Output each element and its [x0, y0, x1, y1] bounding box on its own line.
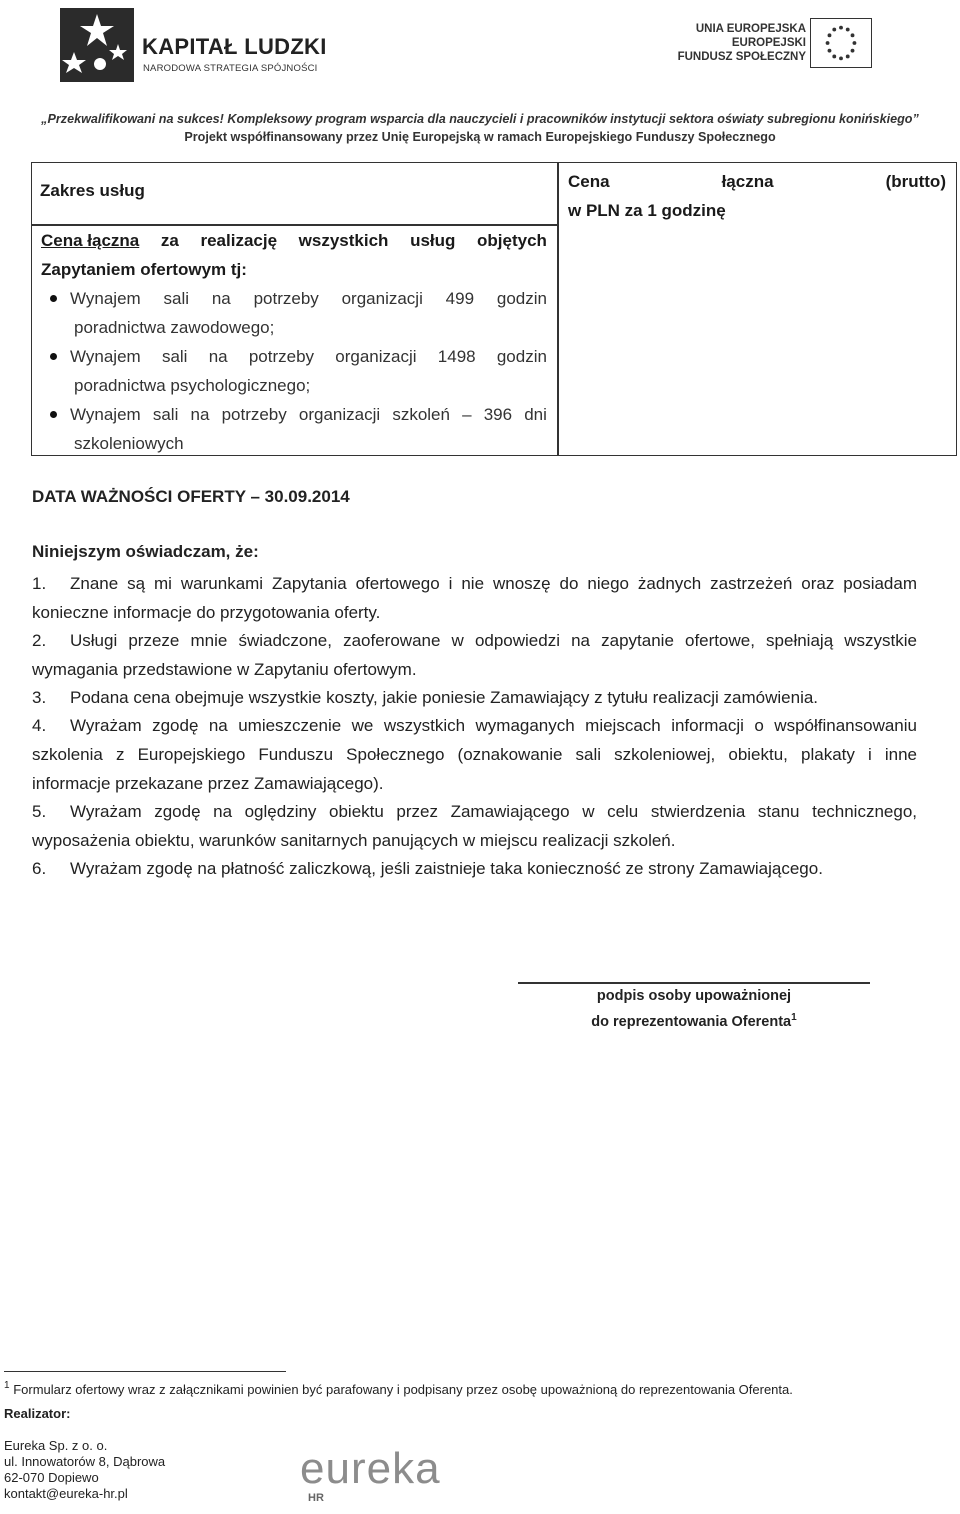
bullet-word: 499 [445, 289, 475, 308]
point-text: konieczne informacje do przygotowania oferty. [32, 603, 381, 622]
project-title: „Przekwalifikowani na sukces! Kompleksowy program wsparcia dla nauczycieli i pracowników instytucji sektora oświaty subregionu konińskiego” [41, 112, 919, 126]
kapital-ludzki-subtitle: NARODOWA STRATEGIA SPÓJNOŚCI [143, 63, 318, 74]
point-number: 1. [32, 574, 47, 593]
point-text: wymagania przedstawione w Zapytaniu ofertowym. [32, 660, 417, 679]
list-item [32, 569, 917, 627]
footnote-reference: 1 [791, 1012, 797, 1023]
bullet-word: godzin [496, 289, 547, 308]
bullet-word: 1498 [437, 347, 476, 366]
bullet-word: sali [163, 289, 190, 308]
list-item [50, 284, 547, 342]
kapital-ludzki-emblem-icon [60, 8, 134, 82]
table-header-scope: Zakres usług [40, 181, 145, 200]
bullet-word: sali [152, 405, 179, 424]
bullet-word: – [462, 405, 472, 424]
bullet-word: na [190, 405, 210, 424]
eureka-logo [300, 1444, 480, 1508]
bullet-word: na [211, 289, 231, 308]
point-number: 4. [32, 716, 47, 735]
total-price-word: realizację [200, 231, 278, 250]
bullet-word: organizacji [298, 405, 381, 424]
realizator-street: ul. Innowatorów 8, Dąbrowa [4, 1454, 166, 1469]
list-item [32, 626, 917, 684]
bullet-word: sali [161, 347, 188, 366]
point-text: Wyrażam zgodę na płatność zaliczkową, jeśli zaistnieje taka konieczność ze strony Zamawiającego. [70, 859, 823, 878]
price-header-word: łączna [721, 172, 774, 191]
price-header-word: (brutto) [885, 172, 946, 191]
total-price-word: za [160, 231, 179, 250]
point-text: informacje przekazane przez Zamawiającego). [32, 774, 384, 793]
point-text: Znane są mi warunkami Zapytania ofertowego i nie wnoszę do niego żadnych zastrzeżeń oraz posiadam [70, 574, 917, 593]
eu-logo-text [678, 22, 806, 64]
services-table [31, 162, 957, 456]
kapital-ludzki-title: KAPITAŁ LUDZKI [142, 34, 327, 59]
total-price-line2: Zapytaniem ofertowym tj: [41, 260, 247, 279]
eureka-logo-hr: HR [308, 1492, 324, 1504]
point-number: 5. [32, 802, 47, 821]
point-text: Wyrażam zgodę na umieszczenie we wszystkich wymaganych miejscach informacji o współfinansowaniu [70, 716, 917, 735]
point-number: 2. [32, 631, 47, 650]
bullet-word: szkoleń [392, 405, 450, 424]
point-number: 3. [32, 688, 47, 707]
eu-logo-line3: FUNDUSZ SPOŁECZNY [677, 51, 806, 63]
price-header-unit: w PLN za 1 godzinę [568, 201, 726, 220]
eu-logo [624, 18, 924, 78]
signature-caption-text: do reprezentowania Oferenta [591, 1013, 792, 1030]
bullet-word: potrzeby [253, 289, 319, 308]
signature-caption-line2 [518, 1012, 870, 1030]
signature-line [518, 982, 870, 984]
list-item [32, 683, 917, 712]
realizator-label: Realizator: [4, 1406, 71, 1421]
bullet-word: dni [524, 405, 547, 424]
point-text: Podana cena obejmuje wszystkie koszty, jakie poniesie Zamawiający z tytułu realizacji zamówienia. [70, 688, 819, 707]
price-header-word: Cena [568, 172, 610, 191]
bullet-word: organizacji [341, 289, 423, 308]
bullet-line2: poradnictwa zawodowego; [74, 318, 275, 337]
footnote-text: Formularz ofertowy wraz z załącznikami powinien być parafowany i podpisany przez osobę upoważnioną do reprezentowania Oferenta. [13, 1382, 793, 1397]
table-header-price [568, 167, 946, 225]
footnote-separator [4, 1371, 286, 1372]
bullet-word: Wynajem [70, 289, 141, 308]
total-price-word: wszystkich [298, 231, 389, 250]
total-price-word: usług [410, 231, 456, 250]
total-price-description [41, 226, 547, 284]
declaration-heading: Niniejszym oświadczam, że: [32, 542, 259, 561]
list-item [50, 400, 547, 458]
list-item [32, 854, 917, 883]
realizator-email: kontakt@eureka-hr.pl [4, 1486, 128, 1501]
bullet-word: 396 [483, 405, 513, 424]
bullet-line2: poradnictwa psychologicznego; [74, 376, 311, 395]
list-item [50, 342, 547, 400]
offer-validity-date: DATA WAŻNOŚCI OFERTY – 30.09.2014 [32, 487, 350, 506]
bullet-word: godzin [496, 347, 547, 366]
eu-logo-line1: UNIA EUROPEJSKA [695, 23, 806, 35]
point-text: Usługi przeze mnie świadczone, zaoferowane w odpowiedzi na zapytanie ofertowe, spełniają wszystkie [70, 631, 917, 650]
point-text: wyposażenia obiektu, warunków sanitarnych panujących w miejscu realizacji szkoleń. [32, 831, 676, 850]
list-item [32, 797, 917, 855]
total-price-word: objętych [477, 231, 547, 250]
eu-logo-line2: EUROPEJSKI [731, 37, 806, 49]
signature-caption: podpis osoby upoważnionej [596, 988, 792, 1004]
kapital-ludzki-logo [60, 8, 360, 82]
bullet-word: na [208, 347, 228, 366]
footnote [4, 1380, 793, 1397]
eureka-logo-word: eureka [300, 1444, 441, 1493]
bullet-word: organizacji [335, 347, 417, 366]
bullet-line2: szkoleniowych [74, 434, 184, 453]
list-item [32, 711, 917, 798]
total-price-word: Cena łączna [41, 231, 140, 250]
project-cofinancing: Projekt współfinansowany przez Unię Europejską w ramach Europejskiego Funduszy Społecznego [184, 130, 776, 144]
table-column-divider [557, 163, 559, 455]
point-text: Wyrażam zgodę na oględziny obiektu przez Zamawiającego w celu stwierdzenia stanu technicznego, [70, 802, 917, 821]
bullet-word: potrzeby [248, 347, 315, 366]
bullet-word: Wynajem [70, 347, 141, 366]
realizator-company: Eureka Sp. z o. o. [4, 1438, 108, 1453]
realizator-city: 62-070 Dopiewo [4, 1470, 99, 1485]
bullet-word: potrzeby [221, 405, 287, 424]
bullet-word: Wynajem [70, 405, 141, 424]
footnote-mark: 1 [4, 1380, 10, 1391]
point-text: szkolenia z Europejskiego Funduszu Społecznego (oznakowanie sali szkoleniowej, obiektu, plakaty i inne [32, 745, 917, 764]
eu-flag-icon [810, 18, 872, 68]
point-number: 6. [32, 859, 47, 878]
